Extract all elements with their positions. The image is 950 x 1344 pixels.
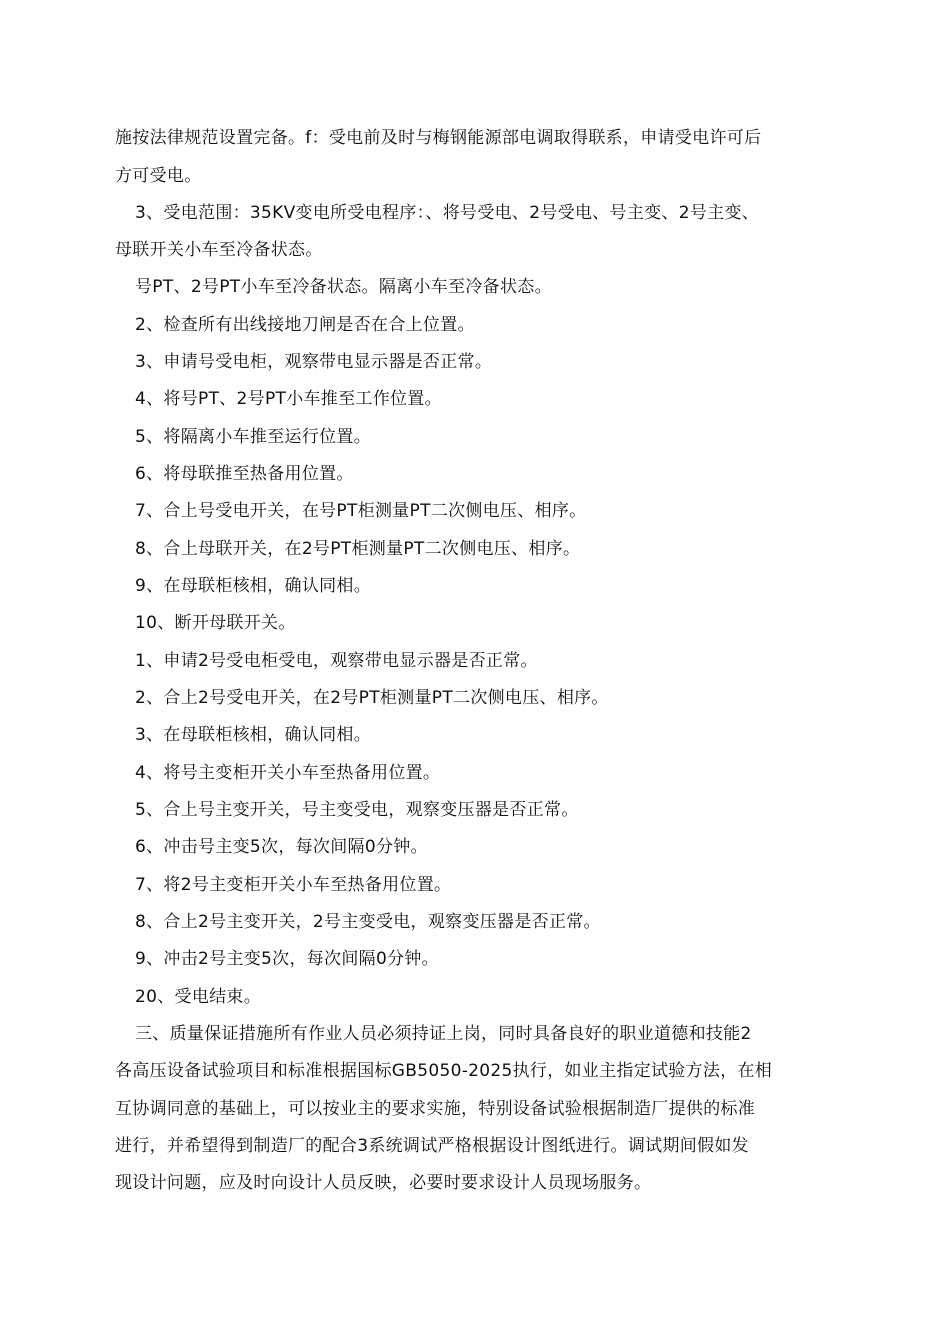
text-line: 进行，并希望得到制造厂的配合3系统调试严格根据设计图纸进行。调试期间假如发 (115, 1136, 749, 1156)
text-line: 现设计问题，应及时向设计人员反映，必要时要求设计人员现场服务。 (115, 1173, 652, 1193)
text-line: 7、合上号受电开关，在号PT柜测量PT二次侧电压、相序。 (135, 501, 587, 521)
text-line: 号PT、2号PT小车至冷备状态。隔离小车至冷备状态。 (135, 277, 552, 297)
text-line: 方可受电。 (115, 166, 202, 186)
text-line: 20、受电结束。 (135, 987, 262, 1007)
text-line: 5、将隔离小车推至运行位置。 (135, 427, 372, 447)
text-line: 9、冲击2号主变5次，每次间隔0分钟。 (135, 949, 439, 969)
text-line: 3、在母联柜核相，确认同相。 (135, 725, 372, 745)
text-line: 3、受电范围：35KV变电所受电程序：、将号受电、2号受电、号主变、2号主变、 (135, 203, 760, 223)
text-line: 4、将号主变柜开关小车至热备用位置。 (135, 763, 441, 783)
text-line: 4、将号PT、2号PT小车推至工作位置。 (135, 389, 442, 409)
text-line: 9、在母联柜核相，确认同相。 (135, 576, 372, 596)
text-line: 三、质量保证措施所有作业人员必须持证上岗，同时具备良好的职业道德和技能2 (135, 1024, 752, 1044)
text-line: 8、合上母联开关，在2号PT柜测量PT二次侧电压、相序。 (135, 539, 581, 559)
text-line: 2、检查所有出线接地刀闸是否在合上位置。 (135, 315, 475, 335)
text-line: 10、断开母联开关。 (135, 613, 296, 633)
text-line: 母联开关小车至冷备状态。 (115, 240, 323, 260)
text-line: 7、将2号主变柜开关小车至热备用位置。 (135, 875, 452, 895)
text-line: 1、申请2号受电柜受电，观察带电显示器是否正常。 (135, 651, 538, 671)
text-line: 各高压设备试验项目和标准根据国标GB5050-2025执行，如业主指定试验方法，在相 (115, 1061, 773, 1081)
text-line: 6、冲击号主变5次，每次间隔0分钟。 (135, 837, 428, 857)
text-line: 施按法律规范设置完备。f：受电前及时与梅钢能源部电调取得联系，申请受电许可后 (115, 128, 762, 148)
text-line: 5、合上号主变开关，号主变受电，观察变压器是否正常。 (135, 800, 579, 820)
text-line: 互协调同意的基础上，可以按业主的要求实施，特别设备试验根据制造厂提供的标准 (115, 1099, 756, 1119)
text-line: 8、合上2号主变开关，2号主变受电，观察变压器是否正常。 (135, 912, 601, 932)
text-line: 6、将母联推至热备用位置。 (135, 464, 354, 484)
text-line: 2、合上2号受电开关，在2号PT柜测量PT二次侧电压、相序。 (135, 688, 609, 708)
text-line: 3、申请号受电柜，观察带电显示器是否正常。 (135, 352, 493, 372)
